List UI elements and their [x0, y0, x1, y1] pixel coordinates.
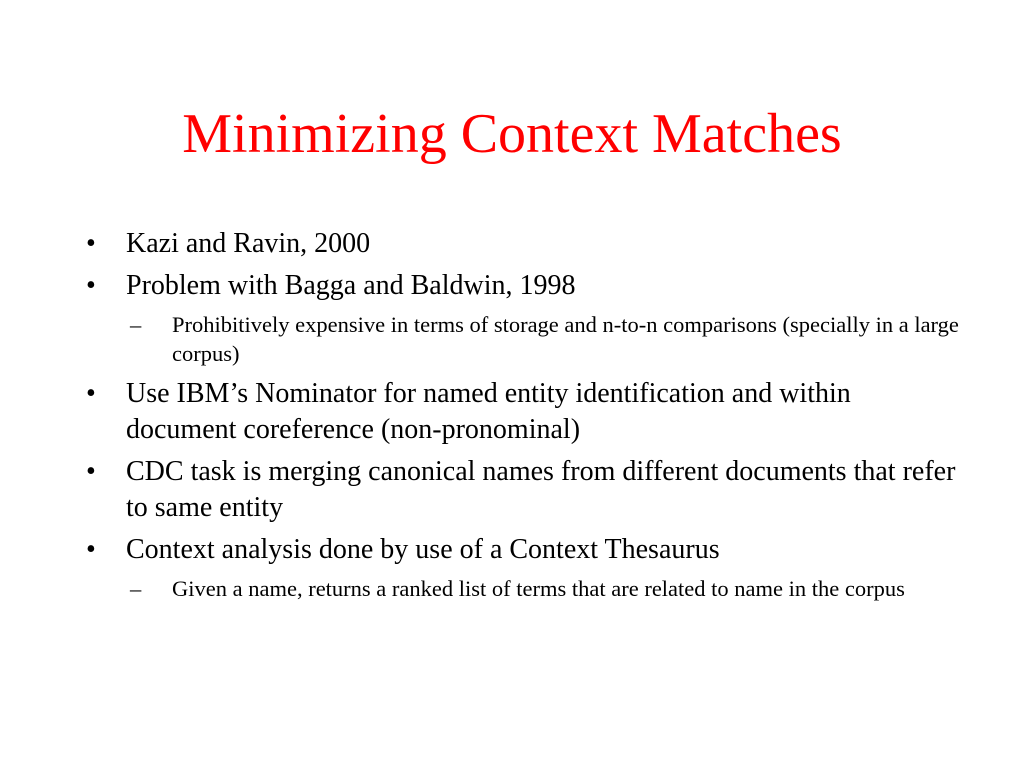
sub-bullet-item [126, 574, 966, 603]
bullet-list [86, 226, 966, 611]
bullet-marker: • [86, 270, 96, 301]
sub-bullet-marker: – [130, 576, 142, 601]
slide-title: Minimizing Context Matches [182, 103, 842, 165]
bullet-text: Kazi and Ravin, 2000 [126, 228, 371, 259]
bullet-text: Problem with Bagga and Baldwin, 1998 [126, 270, 576, 301]
bullet-text: Context analysis done by use of a Context Thesaurus [126, 534, 720, 565]
bullet-item [86, 376, 966, 448]
bullet-item [86, 226, 966, 262]
bullet-item [86, 532, 966, 568]
bullet-marker: • [86, 228, 96, 259]
sub-bullet-text: Given a name, returns a ranked list of terms that are related to name in the corpus [172, 576, 905, 601]
sub-bullet-text: Prohibitively expensive in terms of storage and n-to-n comparisons (specially in a large corpus) [172, 312, 959, 366]
bullet-text: Use IBM’s Nominator for named entity identification and within document coreference (non-pronominal) [126, 378, 851, 445]
bullet-marker: • [86, 456, 96, 487]
bullet-text: CDC task is merging canonical names from different documents that refer to same entity [126, 456, 956, 523]
bullet-item [86, 454, 966, 526]
bullet-marker: • [86, 378, 96, 409]
sub-bullet-marker: – [130, 312, 142, 337]
bullet-item [86, 268, 966, 304]
bullet-marker: • [86, 534, 96, 565]
sub-bullet-item [126, 310, 966, 368]
